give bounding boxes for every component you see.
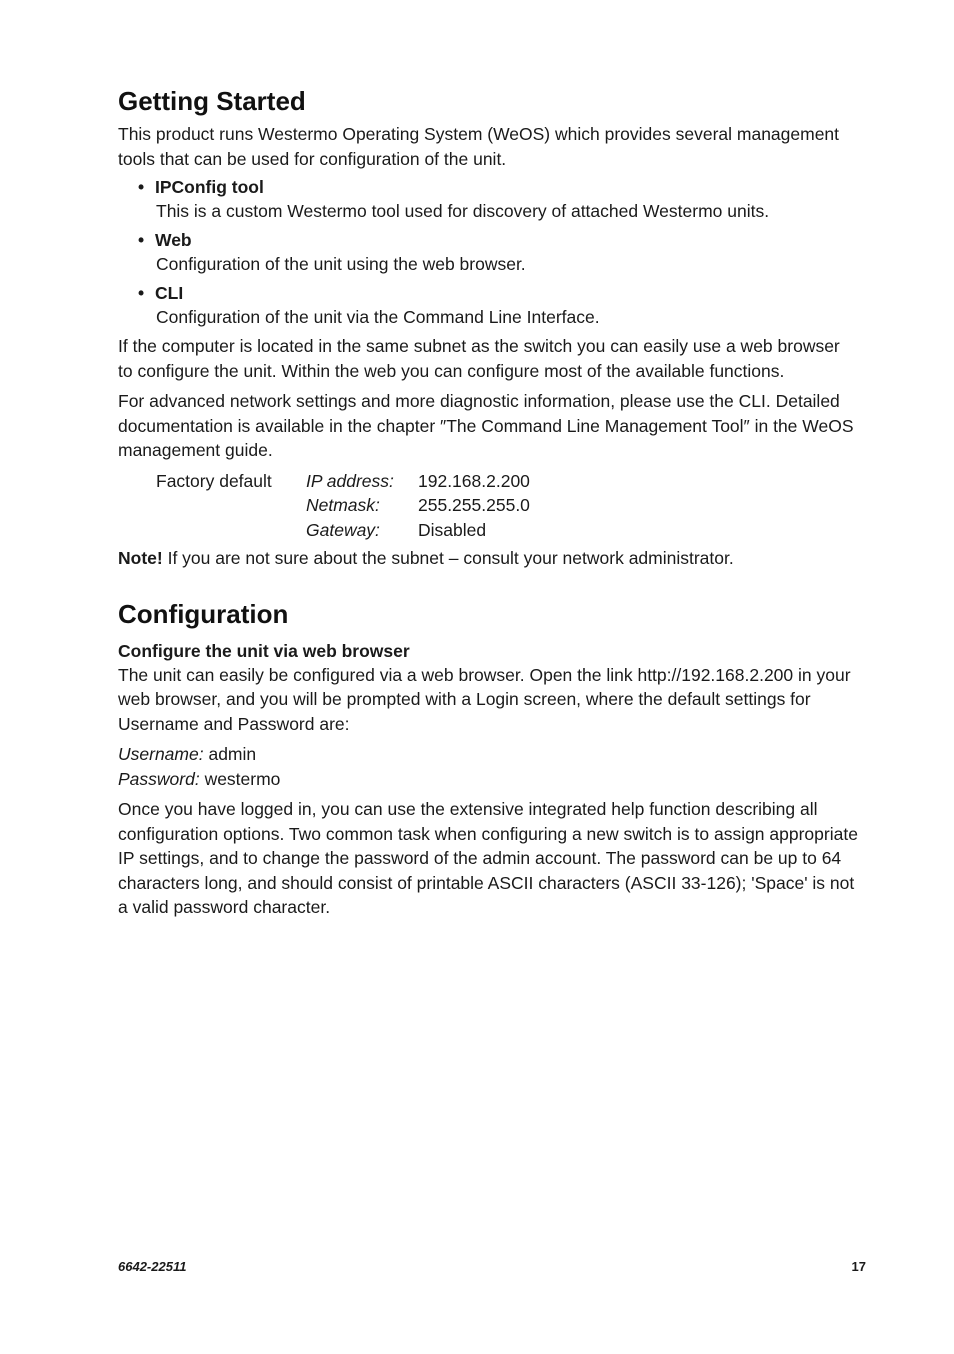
username-value: admin [203, 744, 257, 764]
help-paragraph: Once you have logged in, you can use the extensive integrated help function describing all configuration options. Two common task when configuring a new switch is to assign appropriate IP settings, and to change the password of the admin account. The password can be up to 64 characters long, and should consist of printable ASCII characters (ASCII 33-126); 'Space' is not a valid password character. [118, 799, 858, 917]
password-value: westermo [199, 768, 281, 789]
credentials [118, 742, 858, 791]
tool-name: Web [155, 230, 192, 250]
tool-description: Configuration of the unit via the Command Line Interface. [156, 307, 600, 327]
page-footer [118, 1259, 866, 1274]
setting-value: 255.255.255.0 [418, 495, 530, 515]
login-paragraph: The unit can easily be configured via a web browser. Open the link http://192.168.2.200 in your web browser, and you will be prompted with a Login screen, where the default settings for Username and Password are: [118, 664, 851, 734]
username-label: Username: [118, 744, 204, 764]
list-item [118, 228, 858, 276]
setting-key: IP address: [306, 470, 394, 491]
password-line [118, 767, 858, 792]
subnet-paragraph: If the computer is located in the same subnet as the switch you can easily use a web browser to configure the unit. Within the web you can configure most of the available functions. [118, 336, 840, 381]
factory-default-label: Factory default [156, 470, 272, 491]
table-row [156, 493, 858, 518]
tool-name: CLI [155, 283, 184, 303]
table-row [156, 518, 858, 543]
management-tools-list [118, 175, 858, 329]
tool-description: Configuration of the unit using the web browser. [156, 254, 526, 274]
tool-description: This is a custom Westermo tool used for discovery of attached Westermo units. [156, 201, 770, 221]
subsection-title: Configure the unit via web browser [118, 640, 410, 661]
setting-value: Disabled [418, 519, 487, 540]
bullet-icon: • [138, 230, 145, 250]
intro-paragraph: This product runs Westermo Operating System (WeOS) which provides several management tools that can be used for configuration of the unit. [118, 124, 840, 169]
section-title-configuration: Configuration [118, 598, 289, 629]
note-label: Note! [118, 548, 163, 568]
page-number: 17 [851, 1259, 866, 1274]
document-page [118, 84, 858, 920]
setting-key: Gateway: [306, 519, 380, 540]
setting-key: Netmask: [306, 495, 380, 515]
factory-default-table [156, 469, 858, 543]
bullet-icon: • [138, 283, 145, 303]
username-line [118, 742, 858, 767]
list-item [118, 175, 858, 223]
note-text: If you are not sure about the subnet – consult your network administrator. [162, 548, 734, 568]
tool-name: IPConfig tool [155, 177, 264, 197]
password-label: Password: [118, 768, 200, 789]
setting-value: 192.168.2.200 [418, 470, 530, 491]
list-item [118, 281, 858, 329]
bullet-icon: • [138, 177, 145, 197]
table-row [156, 469, 858, 494]
note-paragraph [118, 546, 858, 571]
advanced-paragraph: For advanced network settings and more diagnostic information, please use the CLI. Detailed documentation is available in the chapter ″The Command Line Management Tool″ in the WeOS management guide. [118, 391, 854, 460]
section-title-getting-started: Getting Started [118, 86, 306, 116]
document-number: 6642-22511 [118, 1259, 187, 1274]
